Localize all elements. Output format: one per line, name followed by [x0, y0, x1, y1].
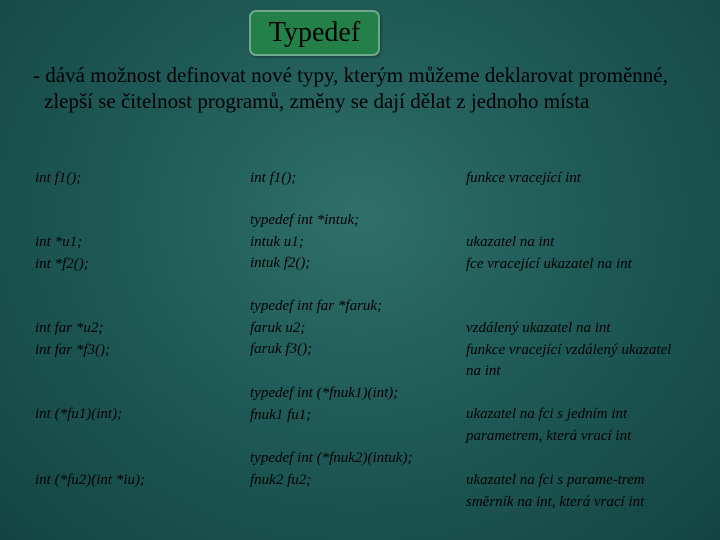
row-3-typedef: typedef int far *faruk; faruk u2; faruk f3(); — [250, 298, 383, 357]
row-2-typedef: typedef int *intuk; intuk u1; intuk f2(); — [250, 212, 360, 271]
title-box — [249, 10, 380, 56]
row-4-description: ukazatel na fci s jedním int parametrem, která vrací int — [466, 406, 632, 444]
intro-paragraph: - dává možnost definovat nové typy, kterým můžeme deklarovat proměnné, zlepší se čitelnost programů, změny se dají dělat z jednoho místa — [33, 63, 668, 113]
row-5-declaration: int (*fu2)(int *iu); — [35, 472, 145, 488]
row-1-declaration: int f1(); — [35, 170, 82, 186]
row-2-description: ukazatel na int fce vracející ukazatel na int — [466, 234, 632, 272]
row-1-typedef: int f1(); — [250, 170, 297, 186]
row-2-declaration: int *u1; int *f2(); — [35, 234, 89, 272]
row-1-description: funkce vracející int — [466, 170, 581, 186]
slide-title: Typedef — [268, 17, 361, 48]
row-4-typedef: typedef int (*fnuk1)(int); fnuk1 fu1; — [250, 385, 399, 423]
row-3-declaration: int far *u2; int far *f3(); — [35, 320, 110, 358]
row-4-declaration: int (*fu1)(int); — [35, 406, 123, 422]
row-5-typedef: typedef int (*fnuk2)(intuk); fnuk2 fu2; — [250, 450, 413, 488]
row-5-description: ukazatel na fci s parame-trem směrník na int, která vrací int — [466, 472, 645, 510]
row-3-description: vzdálený ukazatel na int funkce vracející vzdálený ukazatel na int — [466, 320, 672, 379]
